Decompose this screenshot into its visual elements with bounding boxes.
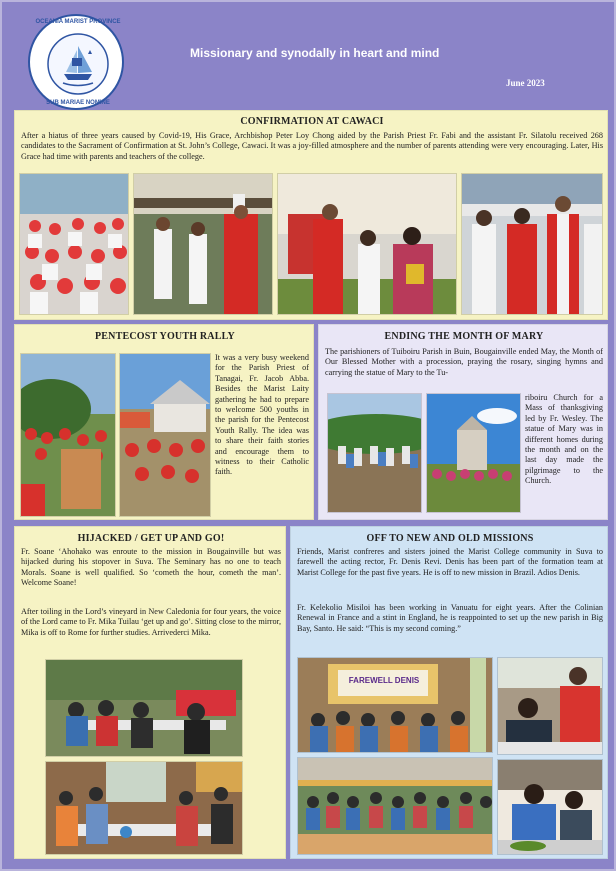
mary-panel xyxy=(318,324,608,520)
issue-date: June 2023 xyxy=(506,78,545,88)
hijacked-panel xyxy=(14,526,286,859)
farewell-banner-text: FAREWELL DENIS xyxy=(348,676,420,685)
missions-photo-2 xyxy=(497,657,603,755)
missions-para-1: Friends, Marist confreres and sisters joined the Marist College community in Suva to farewell the acting rector, Fr. Denis Revi. Denis has been part of the formation team at Marist College for the past five years. He is off to new mission in Brazil. Adios Denis. xyxy=(297,547,603,577)
mary-body-side: riboiru Church for a Mass of thanksgiving led by Fr. Wesley. The statue of Mary was in different homes during the month and on the last day made the pilgrimage to the Church. xyxy=(525,393,603,486)
newsletter-tagline: Missionary and synodally in heart and mind xyxy=(190,46,440,60)
missions-panel xyxy=(290,526,608,859)
logo-ring-svg xyxy=(30,16,126,112)
hijacked-title: HIJACKED / GET UP AND GO! xyxy=(77,533,225,544)
pentecost-body: It was a very busy weekend for the Parish Priest of Tanagai, Fr. Jacob Abba. Besides the Marist Laity gathering he had to prepare to welcome 500 youths in the parish for the Pentecost Youth Rally. The idea was to share their faith stories and encourage them to witness to their Catholic faith. xyxy=(215,353,309,477)
pentecost-photo-1 xyxy=(20,353,116,517)
missions-para-2: Fr. Kelekolio Misiloi has been working in Vanuatu for eight years. After the Colinian Renewal in France and a stint in England, he is reappointed to set up the new parish in Big Bay, Santo. He said: “This is my second coming.” xyxy=(297,603,603,633)
confirmation-body: After a hiatus of three years caused by Covid-19, His Grace, Archbishop Peter Loy Chong aided by the Parish Priest Fr. Fabi and the assistant Fr. Silatolu received 268 candidates to the Sacrament of Confirmation at St. John’s College, Cawaci. It was a joy-filled atmosphere and the number of parents attending were very encouraging. Later, His Grace had time with parents and teachers of the college. xyxy=(21,131,603,161)
hijacked-para-1: Fr. Soane ‘Ahohako was enroute to the mission in Bougainville but was hijacked during his stopover in Suva. The Seminary has no one to teach Morals. Soane is well qualified. So ‘cometh the hour, cometh the man’. Welcome Soane! xyxy=(21,547,281,588)
hijacked-photo-1 xyxy=(45,659,243,757)
missions-title: OFF TO NEW AND OLD MISSIONS xyxy=(366,533,534,544)
confirmation-photo-2 xyxy=(133,173,273,315)
pentecost-title: PENTECOST YOUTH RALLY xyxy=(95,331,235,342)
mary-title: ENDING THE MONTH OF MARY xyxy=(384,331,544,342)
confirmation-photo-1 xyxy=(19,173,129,315)
confirmation-photo-3 xyxy=(277,173,457,315)
confirmation-title: CONFIRMATION AT CAWACI xyxy=(240,116,384,127)
missions-photo-4 xyxy=(497,759,603,855)
mary-photo-1 xyxy=(327,393,422,513)
mary-photo-2 xyxy=(426,393,521,513)
missions-photo-1 xyxy=(297,657,493,753)
hijacked-photo-2 xyxy=(45,761,243,855)
logo-top-text: OCEANIA MARIST PROVINCE xyxy=(35,19,121,25)
pentecost-panel xyxy=(14,324,314,520)
mary-body-top: The parishioners of Tuiboiru Parish in Buin, Bougainville ended May, the Month of Our Blessed Mother with a procession, praying the rosary, singing hymns and carrying the statue of Mary to the Tu- xyxy=(325,347,603,377)
province-logo xyxy=(28,14,124,110)
confirmation-photo-4 xyxy=(461,173,603,315)
pentecost-photo-2 xyxy=(119,353,211,517)
missions-photo-3 xyxy=(297,757,493,855)
logo-bottom-text: SUB MARIAE NOMINE xyxy=(46,100,110,106)
hijacked-para-2: After toiling in the Lord’s vineyard in New Caledonia for four years, the voice of the Lord came to Fr. Mika Tuilau ‘get up and go’. Sitting close to the mirror, Mika is off to Rome for further studies. Arrivederci Mika. xyxy=(21,607,281,637)
confirmation-panel xyxy=(14,110,608,320)
